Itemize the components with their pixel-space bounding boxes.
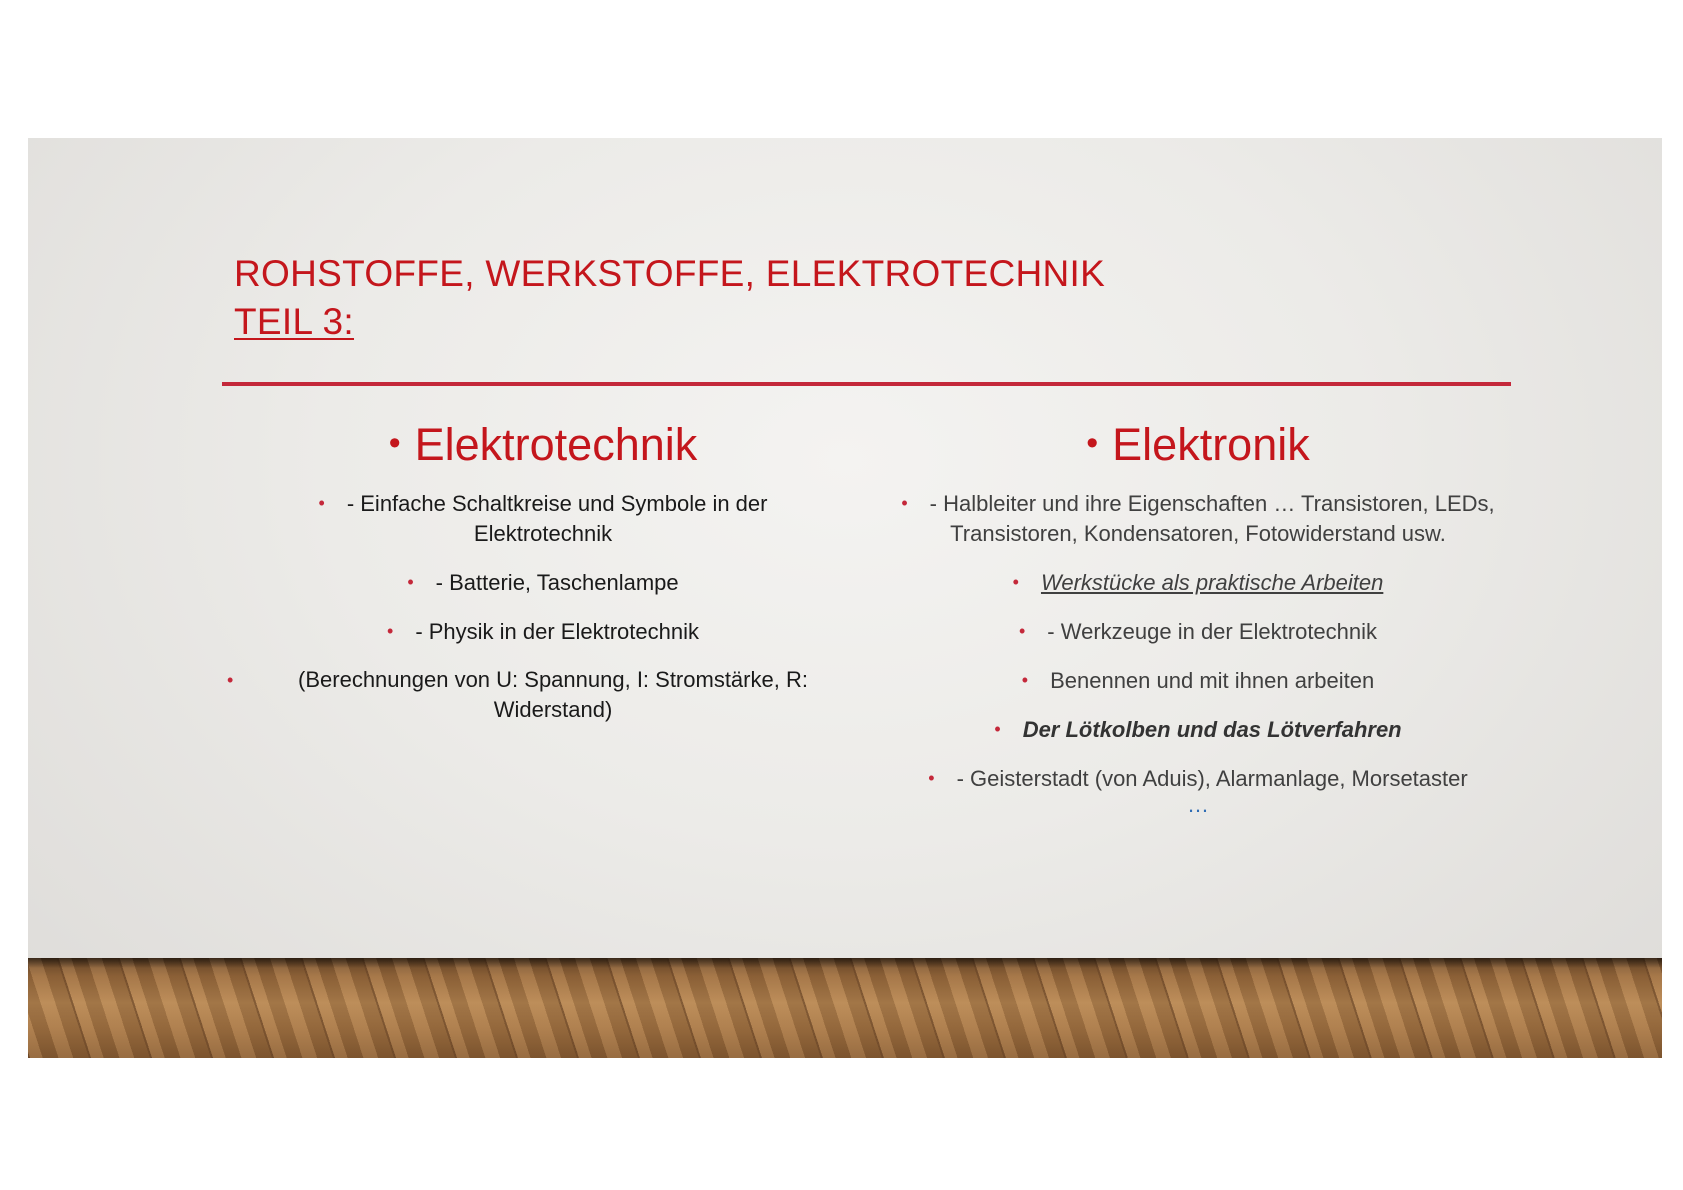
list-item: • Der Lötkolben und das Lötverfahren [994,717,1402,742]
list-item: • Benennen und mit ihnen arbeiten [1021,668,1375,693]
bullet-icon: • [1012,572,1019,592]
bullet-icon: • [1018,621,1026,641]
list-item: • - Halbleiter und ihre Eigenschaften … Transistoren, LEDs, Transistoren, Kondensatoren, Fotowiderstand usw. [901,491,1495,546]
bullet-icon: • [928,768,935,788]
list-item: • - Physik in der Elektrotechnik [387,619,699,644]
left-column-heading: • Elektrotechnik [388,419,698,470]
right-column-heading: • Elektronik [1086,419,1310,470]
title-line-1: ROHSTOFFE, WERKSTOFFE, ELEKTROTECHNIK [234,253,1106,294]
bullet-icon: • [994,719,1001,739]
slide [28,138,1662,1058]
right-column [848,410,1548,817]
list-ellipsis: … [1187,792,1209,817]
list-item: • - Einfache Schaltkreise und Symbole in der Elektrotechnik [318,491,768,546]
bullet-icon: • [227,670,234,690]
bullet-icon: • [318,493,325,513]
title-line-2: TEIL 3: [234,301,355,342]
left-column [213,410,873,743]
bullet-icon: • [1086,424,1099,462]
list-item: • - Batterie, Taschenlampe [407,570,679,595]
bullet-icon: • [388,424,401,462]
bullet-icon: • [407,572,414,592]
list-item: • - Werkzeuge in der Elektrotechnik [1018,619,1378,644]
wood-floor [28,958,1662,1058]
bullet-icon: • [387,621,394,641]
list-item: • - Geisterstadt (von Aduis), Alarmanlage, Morsetaster [928,766,1468,791]
bullet-icon: • [901,493,908,513]
list-item: • Werkstücke als praktische Arbeiten [1012,570,1384,595]
bullet-icon: • [1021,670,1029,690]
list-item: • (Berechnungen von U: Spannung, I: Stromstärke, R: Widerstand) [227,667,808,722]
title-divider [222,382,1511,386]
slide-title [234,250,1334,346]
